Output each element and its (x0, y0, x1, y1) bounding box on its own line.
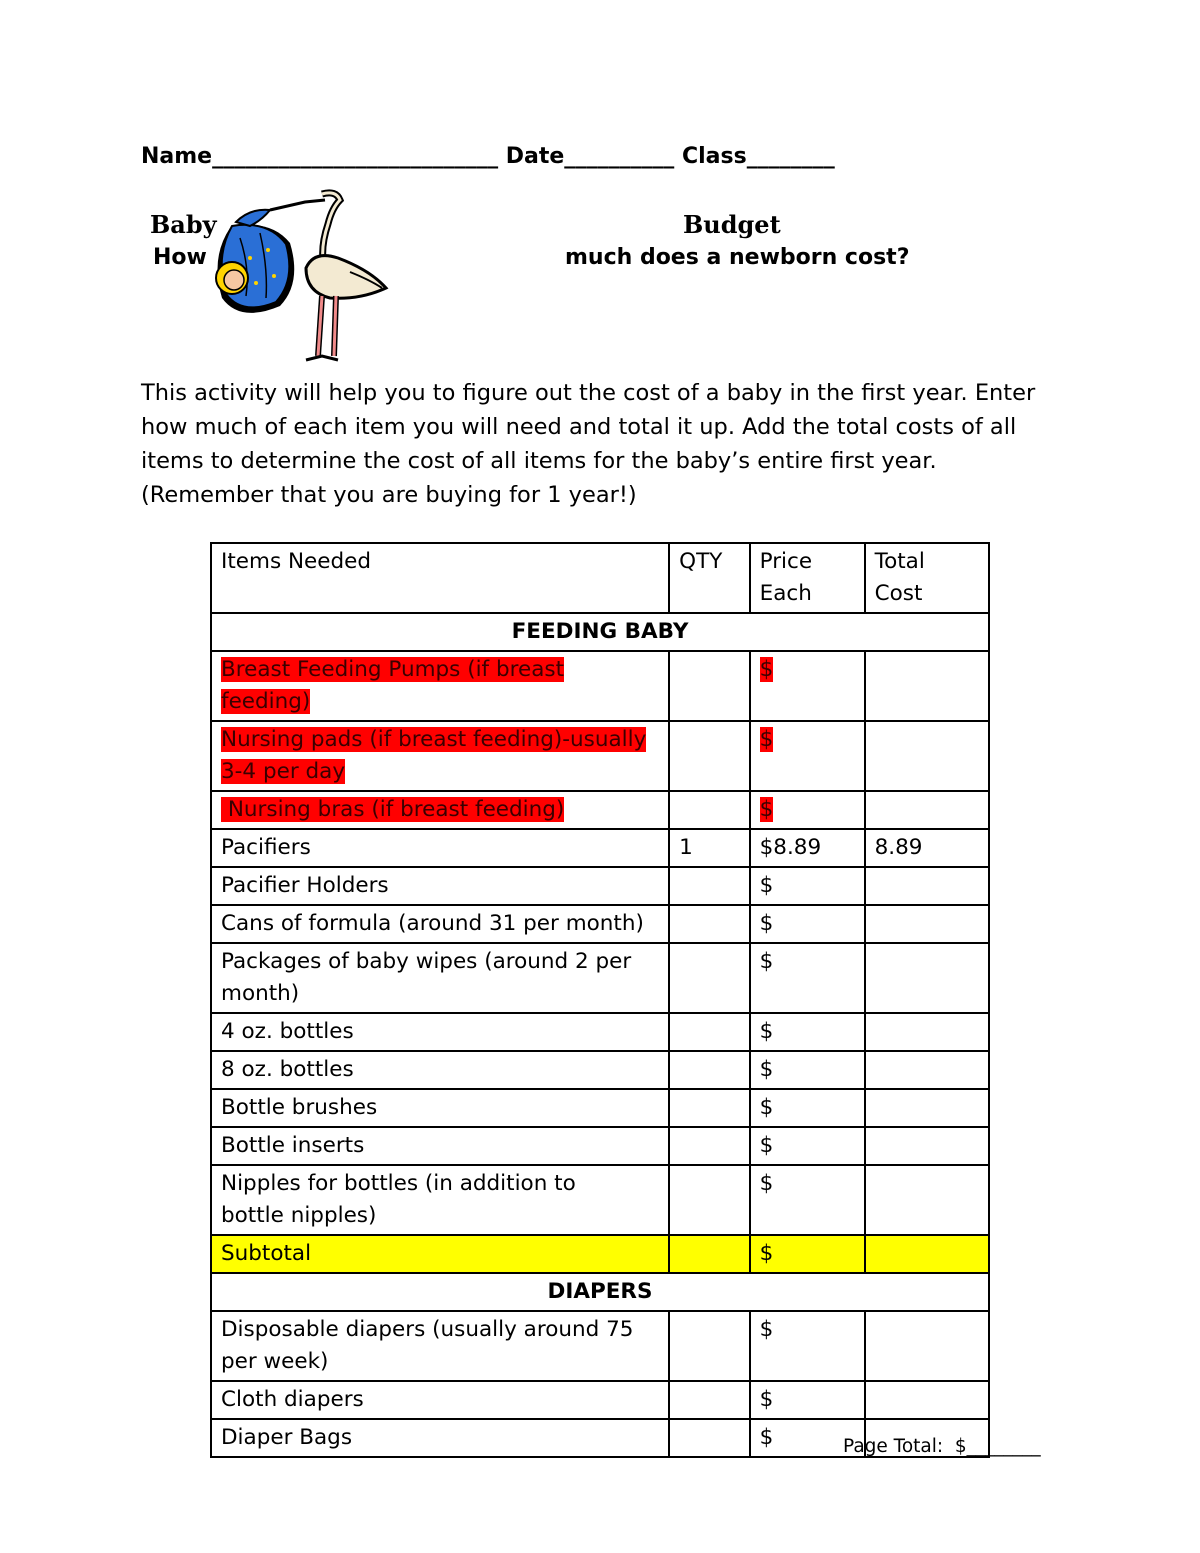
header-price: Price Each (750, 543, 865, 613)
price-cell[interactable]: $ (750, 1127, 865, 1165)
price-cell[interactable]: $ (750, 1165, 865, 1235)
qty-cell[interactable] (669, 1013, 749, 1051)
total-cell[interactable] (865, 943, 989, 1013)
price-cell[interactable]: $ (750, 721, 865, 791)
item-cell[interactable]: Nipples for bottles (in addition to bottle nipples) (211, 1165, 669, 1235)
qty-cell[interactable] (669, 791, 749, 829)
total-cell[interactable]: 8.89 (865, 829, 989, 867)
table-row (211, 721, 989, 791)
subtotal-row (211, 1235, 989, 1273)
table-row (211, 943, 989, 1013)
section-diapers: DIAPERS (211, 1273, 989, 1311)
header-qty: QTY (669, 543, 749, 613)
price-cell[interactable]: $ (750, 791, 865, 829)
qty-cell[interactable] (669, 1419, 749, 1457)
qty-cell[interactable] (669, 867, 749, 905)
item-cell[interactable]: Bottle inserts (211, 1127, 669, 1165)
table-row (211, 1089, 989, 1127)
item-cell[interactable]: Cans of formula (around 31 per month) (211, 905, 669, 943)
table-row (211, 867, 989, 905)
item-cell[interactable]: Bottle brushes (211, 1089, 669, 1127)
price-cell[interactable]: $ (750, 1311, 865, 1381)
header-total: Total Cost (865, 543, 989, 613)
budget-table (210, 542, 990, 1458)
table-row (211, 1165, 989, 1235)
item-cell[interactable]: Nursing pads (if breast feeding)-usually 3-4 per day (211, 721, 669, 791)
subtotal-price[interactable]: $ (750, 1235, 865, 1273)
header-items: Items Needed (211, 543, 669, 613)
item-cell[interactable]: Packages of baby wipes (around 2 per month) (211, 943, 669, 1013)
price-cell[interactable]: $ (750, 1381, 865, 1419)
item-cell[interactable]: 4 oz. bottles (211, 1013, 669, 1051)
item-cell[interactable]: Pacifier Holders (211, 867, 669, 905)
item-cell[interactable]: Disposable diapers (usually around 75 per week) (211, 1311, 669, 1381)
qty-cell[interactable] (669, 651, 749, 721)
total-cell[interactable] (865, 1127, 989, 1165)
item-cell[interactable]: Breast Feeding Pumps (if breast feeding) (211, 651, 669, 721)
total-cell[interactable] (865, 651, 989, 721)
qty-cell[interactable] (669, 943, 749, 1013)
price-cell[interactable]: $ (750, 867, 865, 905)
price-cell[interactable]: $ (750, 1089, 865, 1127)
qty-cell[interactable] (669, 1127, 749, 1165)
table-row (211, 1051, 989, 1089)
total-cell[interactable] (865, 791, 989, 829)
price-cell[interactable]: $ (750, 1051, 865, 1089)
table-row (211, 651, 989, 721)
table-row (211, 1127, 989, 1165)
total-cell[interactable] (865, 1013, 989, 1051)
table-row (211, 1311, 989, 1381)
table-header-row (211, 543, 989, 613)
qty-cell[interactable] (669, 1165, 749, 1235)
table-row (211, 791, 989, 829)
intro-line-1: This activity will help you to figure out the cost of a baby in the first year. Enter (141, 380, 1036, 406)
price-cell[interactable]: $ (750, 1419, 865, 1457)
item-cell[interactable]: 8 oz. bottles (211, 1051, 669, 1089)
subtotal-total[interactable] (865, 1235, 989, 1273)
qty-cell[interactable] (669, 721, 749, 791)
total-cell[interactable] (865, 905, 989, 943)
table-row (211, 1381, 989, 1419)
subtotal-qty[interactable] (669, 1235, 749, 1273)
stork-carrying-baby-icon (210, 188, 390, 368)
qty-cell[interactable] (669, 1381, 749, 1419)
total-cell[interactable] (865, 721, 989, 791)
total-cell[interactable] (865, 1311, 989, 1381)
subtotal-label: Subtotal (211, 1235, 669, 1273)
item-cell[interactable]: Nursing bras (if breast feeding) (211, 791, 669, 829)
qty-cell[interactable] (669, 1311, 749, 1381)
total-cell[interactable] (865, 1165, 989, 1235)
subtitle: much does a newborn cost? (565, 245, 910, 270)
total-cell[interactable] (865, 1051, 989, 1089)
title-budget: Budget (683, 210, 781, 239)
table-row (211, 905, 989, 943)
price-cell[interactable]: $ (750, 651, 865, 721)
price-cell[interactable]: $ (750, 943, 865, 1013)
title-how: How (153, 245, 207, 270)
intro-line-4: (Remember that you are buying for 1 year!) (141, 482, 637, 508)
qty-cell[interactable] (669, 1051, 749, 1089)
qty-cell[interactable]: 1 (669, 829, 749, 867)
price-cell[interactable]: $ (750, 905, 865, 943)
total-cell[interactable] (865, 1381, 989, 1419)
qty-cell[interactable] (669, 1089, 749, 1127)
intro-line-2: how much of each item you will need and total it up. Add the total costs of all (141, 414, 1017, 440)
table-row (211, 829, 989, 867)
total-cell[interactable] (865, 867, 989, 905)
section-feeding-baby: FEEDING BABY (211, 613, 989, 651)
item-cell[interactable]: Diaper Bags (211, 1419, 669, 1457)
title-baby: Baby (150, 210, 217, 239)
item-cell[interactable]: Cloth diapers (211, 1381, 669, 1419)
header-fields: Name__________________________ Date__________ Class________ (141, 144, 835, 169)
price-cell[interactable]: $ (750, 1013, 865, 1051)
price-cell[interactable]: $8.89 (750, 829, 865, 867)
intro-line-3: items to determine the cost of all items for the baby’s entire first year. (141, 448, 937, 474)
total-cell[interactable] (865, 1089, 989, 1127)
item-cell[interactable]: Pacifiers (211, 829, 669, 867)
page-total: Page Total: $________ (843, 1436, 1041, 1457)
qty-cell[interactable] (669, 905, 749, 943)
table-row (211, 1013, 989, 1051)
intro-paragraph (141, 376, 1041, 512)
